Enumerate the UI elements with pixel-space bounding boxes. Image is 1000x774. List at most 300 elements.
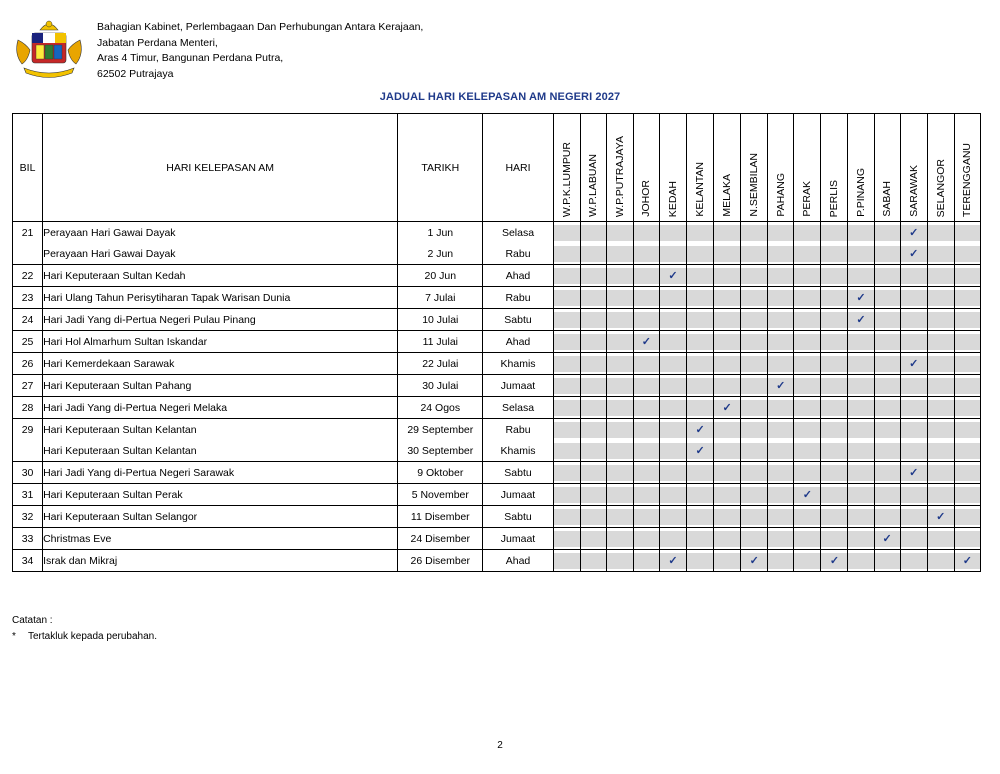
state-cell: [821, 243, 848, 265]
state-cell: [821, 375, 848, 397]
state-cell: [633, 528, 659, 550]
holiday-name: Hari Jadi Yang di-Pertua Negeri Melaka: [43, 397, 398, 419]
state-cell: [606, 309, 633, 331]
holiday-name: Hari Keputeraan Sultan Selangor: [43, 506, 398, 528]
holiday-name: Hari Hol Almarhum Sultan Iskandar: [43, 331, 398, 353]
state-cell: [848, 309, 874, 331]
state-cell: [768, 375, 794, 397]
state-cell: [927, 309, 954, 331]
holiday-name: Israk dan Mikraj: [43, 550, 398, 572]
column-header-date: TARIKH: [398, 114, 483, 222]
state-cell: [741, 331, 768, 353]
state-cell: [687, 331, 714, 353]
state-cell: [900, 506, 927, 528]
checkmark-icon: ✓: [695, 444, 705, 457]
table-row: [13, 309, 981, 331]
state-cell: [768, 506, 794, 528]
row-number: 34: [13, 550, 43, 572]
state-cell: [821, 265, 848, 287]
column-header-state: [580, 114, 606, 222]
state-cell: [848, 419, 874, 441]
state-cell: [659, 222, 686, 244]
holiday-day: Rabu: [483, 419, 553, 441]
column-header-state: [874, 114, 900, 222]
column-header-state: [794, 114, 821, 222]
state-cell: [580, 353, 606, 375]
state-cell: [821, 506, 848, 528]
state-cell: [954, 243, 980, 265]
state-cell: [553, 222, 580, 244]
state-label: PAHANG: [774, 173, 787, 217]
address-block: [97, 20, 423, 82]
state-cell: [927, 397, 954, 419]
holiday-day: Khamis: [483, 440, 553, 462]
state-cell: [927, 243, 954, 265]
state-cell: [580, 506, 606, 528]
state-cell: [659, 462, 686, 484]
state-cell: [741, 375, 768, 397]
row-number: 21: [13, 222, 43, 244]
state-cell: [794, 287, 821, 309]
state-cell: [606, 222, 633, 244]
column-header-state: [821, 114, 848, 222]
holiday-name: Christmas Eve: [43, 528, 398, 550]
state-cell: [954, 397, 980, 419]
state-cell: [821, 222, 848, 244]
state-cell: [768, 309, 794, 331]
column-header-bil: BIL: [13, 114, 43, 222]
column-header-state: [553, 114, 580, 222]
holiday-day: Selasa: [483, 397, 553, 419]
state-cell: [687, 419, 714, 441]
state-cell: [553, 440, 580, 462]
state-cell: [954, 375, 980, 397]
state-cell: [553, 331, 580, 353]
state-cell: [848, 506, 874, 528]
state-cell: [927, 550, 954, 572]
state-cell: [741, 440, 768, 462]
state-cell: [633, 506, 659, 528]
state-cell: [741, 506, 768, 528]
holiday-name: Hari Kemerdekaan Sarawak: [43, 353, 398, 375]
state-cell: [659, 419, 686, 441]
holiday-name: Hari Ulang Tahun Perisytiharan Tapak Warisan Dunia: [43, 287, 398, 309]
state-cell: [900, 287, 927, 309]
state-cell: [714, 528, 741, 550]
state-label: KEDAH: [666, 180, 679, 217]
checkmark-icon: ✓: [936, 510, 946, 523]
state-cell: [633, 331, 659, 353]
holiday-name: Hari Keputeraan Sultan Pahang: [43, 375, 398, 397]
state-cell: [606, 506, 633, 528]
state-cell: [687, 462, 714, 484]
state-cell: [848, 528, 874, 550]
state-cell: [580, 440, 606, 462]
state-cell: [580, 309, 606, 331]
state-cell: [553, 353, 580, 375]
state-cell: [606, 528, 633, 550]
state-cell: [687, 309, 714, 331]
state-cell: [714, 309, 741, 331]
state-cell: [768, 222, 794, 244]
state-cell: [821, 462, 848, 484]
table-row: [13, 484, 981, 506]
address-line: Aras 4 Timur, Bangunan Perdana Putra,: [97, 52, 284, 64]
state-cell: [954, 440, 980, 462]
state-cell: [714, 484, 741, 506]
state-cell: [714, 375, 741, 397]
state-cell: [580, 528, 606, 550]
state-cell: [633, 419, 659, 441]
state-cell: [687, 375, 714, 397]
state-cell: [659, 353, 686, 375]
state-cell: [954, 484, 980, 506]
state-cell: [900, 484, 927, 506]
state-cell: [874, 331, 900, 353]
state-label: JOHOR: [640, 180, 653, 217]
state-cell: [900, 462, 927, 484]
state-cell: [659, 375, 686, 397]
state-label: W.P.PUTRAJAYA: [613, 135, 626, 217]
state-cell: [553, 462, 580, 484]
state-cell: [900, 528, 927, 550]
state-cell: [553, 265, 580, 287]
state-cell: [874, 528, 900, 550]
holiday-day: Ahad: [483, 265, 553, 287]
column-header-day: HARI: [483, 114, 553, 222]
state-cell: [659, 265, 686, 287]
state-cell: [659, 506, 686, 528]
state-cell: [954, 309, 980, 331]
state-cell: [633, 462, 659, 484]
state-cell: [768, 484, 794, 506]
holiday-name: Hari Jadi Yang di-Pertua Negeri Sarawak: [43, 462, 398, 484]
table-row: [13, 243, 981, 265]
state-cell: [714, 265, 741, 287]
state-cell: [900, 331, 927, 353]
address-line: 62502 Putrajaya: [97, 67, 174, 80]
state-cell: [848, 222, 874, 244]
checkmark-icon: ✓: [776, 379, 786, 392]
state-cell: [741, 243, 768, 265]
column-header-state: [848, 114, 874, 222]
holiday-name: Perayaan Hari Gawai Dayak: [43, 243, 398, 265]
row-number: 26: [13, 353, 43, 375]
state-cell: [606, 440, 633, 462]
checkmark-icon: ✓: [909, 226, 919, 239]
state-cell: [821, 550, 848, 572]
state-cell: [606, 419, 633, 441]
state-cell: [927, 287, 954, 309]
state-label: W.P.LABUAN: [587, 154, 600, 217]
holiday-date: 7 Julai: [398, 287, 483, 309]
holiday-date: 20 Jun: [398, 265, 483, 287]
state-cell: [954, 331, 980, 353]
state-cell: [633, 287, 659, 309]
state-cell: [659, 243, 686, 265]
state-label: TERENGGANU: [961, 142, 974, 217]
holiday-day: Rabu: [483, 243, 553, 265]
state-cell: [874, 419, 900, 441]
table-row: [13, 440, 981, 462]
state-cell: [553, 484, 580, 506]
column-header-holiday: HARI KELEPASAN AM: [43, 114, 398, 222]
state-cell: [687, 265, 714, 287]
table-row: [13, 287, 981, 309]
state-cell: [954, 528, 980, 550]
state-cell: [768, 462, 794, 484]
state-cell: [794, 265, 821, 287]
holiday-day: Sabtu: [483, 462, 553, 484]
state-cell: [927, 353, 954, 375]
state-cell: [741, 528, 768, 550]
state-cell: [794, 375, 821, 397]
table-row: [13, 265, 981, 287]
checkmark-icon: ✓: [909, 466, 919, 479]
state-cell: [794, 222, 821, 244]
notes-section: [12, 613, 157, 645]
state-cell: [954, 506, 980, 528]
state-label: PERLIS: [828, 179, 841, 217]
state-cell: [714, 287, 741, 309]
state-cell: [659, 309, 686, 331]
state-cell: [848, 331, 874, 353]
state-cell: [927, 484, 954, 506]
state-cell: [821, 353, 848, 375]
state-cell: [821, 287, 848, 309]
state-cell: [687, 353, 714, 375]
state-label: SARAWAK: [907, 165, 920, 217]
state-cell: [659, 528, 686, 550]
state-cell: [874, 462, 900, 484]
holiday-day: Ahad: [483, 550, 553, 572]
notes-text: Tertakluk kepada perubahan.: [28, 631, 157, 642]
column-header-state: [687, 114, 714, 222]
state-cell: [714, 222, 741, 244]
column-header-state: [633, 114, 659, 222]
state-cell: [821, 419, 848, 441]
holiday-table: [12, 113, 981, 572]
holiday-day: Jumaat: [483, 484, 553, 506]
state-cell: [927, 419, 954, 441]
holiday-date: 11 Disember: [398, 506, 483, 528]
state-label: MELAKA: [721, 174, 734, 217]
row-number: 24: [13, 309, 43, 331]
state-cell: [848, 550, 874, 572]
state-cell: [606, 353, 633, 375]
state-cell: [553, 506, 580, 528]
state-cell: [900, 419, 927, 441]
state-cell: [687, 484, 714, 506]
state-cell: [714, 243, 741, 265]
checkmark-icon: ✓: [695, 423, 705, 436]
column-header-state: [768, 114, 794, 222]
holiday-day: Selasa: [483, 222, 553, 244]
state-cell: [874, 243, 900, 265]
row-number: [13, 440, 43, 462]
state-cell: [687, 550, 714, 572]
state-cell: [741, 265, 768, 287]
holiday-name: Perayaan Hari Gawai Dayak: [43, 222, 398, 244]
state-label: SABAH: [881, 181, 894, 217]
state-cell: [633, 397, 659, 419]
row-number: 29: [13, 419, 43, 441]
state-cell: [954, 550, 980, 572]
holiday-date: 24 Disember: [398, 528, 483, 550]
state-cell: [580, 222, 606, 244]
state-cell: [606, 397, 633, 419]
state-cell: [821, 440, 848, 462]
state-cell: [606, 331, 633, 353]
table-row: [13, 462, 981, 484]
checkmark-icon: ✓: [802, 488, 812, 501]
table-row: [13, 331, 981, 353]
state-cell: [900, 375, 927, 397]
state-label: KELANTAN: [694, 162, 707, 217]
state-cell: [794, 419, 821, 441]
state-cell: [553, 243, 580, 265]
checkmark-icon: ✓: [668, 554, 678, 567]
state-cell: [874, 440, 900, 462]
column-header-state: [659, 114, 686, 222]
holiday-day: Ahad: [483, 331, 553, 353]
state-cell: [633, 550, 659, 572]
checkmark-icon: ✓: [856, 313, 866, 326]
state-cell: [874, 353, 900, 375]
state-cell: [927, 440, 954, 462]
table-row: [13, 506, 981, 528]
state-cell: [553, 550, 580, 572]
state-cell: [741, 462, 768, 484]
state-cell: [954, 265, 980, 287]
row-number: [13, 243, 43, 265]
column-header-state: [900, 114, 927, 222]
state-cell: [954, 462, 980, 484]
column-header-state: [741, 114, 768, 222]
state-cell: [874, 309, 900, 331]
state-cell: [553, 397, 580, 419]
state-cell: [768, 419, 794, 441]
state-cell: [633, 484, 659, 506]
state-cell: [714, 353, 741, 375]
state-cell: [714, 440, 741, 462]
state-cell: [954, 222, 980, 244]
state-cell: [821, 331, 848, 353]
state-cell: [580, 419, 606, 441]
holiday-day: Jumaat: [483, 375, 553, 397]
state-cell: [741, 550, 768, 572]
state-cell: [848, 287, 874, 309]
state-cell: [687, 287, 714, 309]
table-row: [13, 397, 981, 419]
state-cell: [794, 309, 821, 331]
holiday-day: Jumaat: [483, 528, 553, 550]
row-number: 33: [13, 528, 43, 550]
holiday-date: 26 Disember: [398, 550, 483, 572]
state-cell: [580, 484, 606, 506]
state-cell: [606, 243, 633, 265]
state-cell: [821, 528, 848, 550]
holiday-date: 29 September: [398, 419, 483, 441]
notes-label: Catatan :: [12, 615, 53, 626]
checkmark-icon: ✓: [668, 269, 678, 282]
state-cell: [633, 222, 659, 244]
column-header-state: [954, 114, 980, 222]
state-label: W.P.K.LUMPUR: [560, 141, 573, 217]
state-cell: [848, 265, 874, 287]
state-cell: [874, 265, 900, 287]
state-cell: [874, 506, 900, 528]
state-cell: [606, 375, 633, 397]
column-header-state: [927, 114, 954, 222]
state-cell: [741, 309, 768, 331]
state-label: PERAK: [801, 181, 814, 217]
row-number: 25: [13, 331, 43, 353]
state-cell: [768, 265, 794, 287]
holiday-date: 11 Julai: [398, 331, 483, 353]
state-cell: [633, 353, 659, 375]
holiday-name: Hari Keputeraan Sultan Kelantan: [43, 440, 398, 462]
table-row: [13, 375, 981, 397]
state-cell: [900, 397, 927, 419]
state-cell: [714, 419, 741, 441]
state-cell: [714, 506, 741, 528]
state-label: N.SEMBILAN: [748, 153, 761, 217]
holiday-date: 2 Jun: [398, 243, 483, 265]
state-cell: [687, 528, 714, 550]
state-cell: [900, 265, 927, 287]
row-number: 31: [13, 484, 43, 506]
checkmark-icon: ✓: [749, 554, 759, 567]
state-cell: [606, 484, 633, 506]
state-cell: [741, 353, 768, 375]
state-cell: [659, 440, 686, 462]
state-cell: [659, 331, 686, 353]
state-label: SELANGOR: [934, 158, 947, 217]
state-cell: [821, 484, 848, 506]
document-title: JADUAL HARI KELEPASAN AM NEGERI 2027: [379, 91, 621, 103]
state-cell: [633, 440, 659, 462]
address-line: Jabatan Perdana Menteri,: [97, 36, 218, 49]
row-number: 23: [13, 287, 43, 309]
state-cell: [580, 375, 606, 397]
state-cell: [848, 484, 874, 506]
column-header-state: [714, 114, 741, 222]
state-cell: [606, 265, 633, 287]
state-cell: [714, 462, 741, 484]
state-cell: [714, 331, 741, 353]
state-cell: [848, 397, 874, 419]
state-cell: [848, 462, 874, 484]
state-cell: [659, 550, 686, 572]
holiday-name: Hari Keputeraan Sultan Kedah: [43, 265, 398, 287]
state-cell: [659, 287, 686, 309]
notes-star: *: [12, 631, 16, 642]
page-number: 2: [497, 740, 503, 751]
state-cell: [741, 287, 768, 309]
holiday-date: 5 November: [398, 484, 483, 506]
state-cell: [874, 550, 900, 572]
checkmark-icon: ✓: [641, 335, 651, 348]
state-cell: [848, 440, 874, 462]
holiday-date: 30 Julai: [398, 375, 483, 397]
holiday-day: Sabtu: [483, 506, 553, 528]
address-line: Bahagian Kabinet, Perlembagaan Dan Perhubungan Antara Kerajaan,: [97, 21, 424, 33]
state-cell: [580, 331, 606, 353]
state-cell: [794, 440, 821, 462]
state-cell: [580, 550, 606, 572]
state-cell: [927, 265, 954, 287]
